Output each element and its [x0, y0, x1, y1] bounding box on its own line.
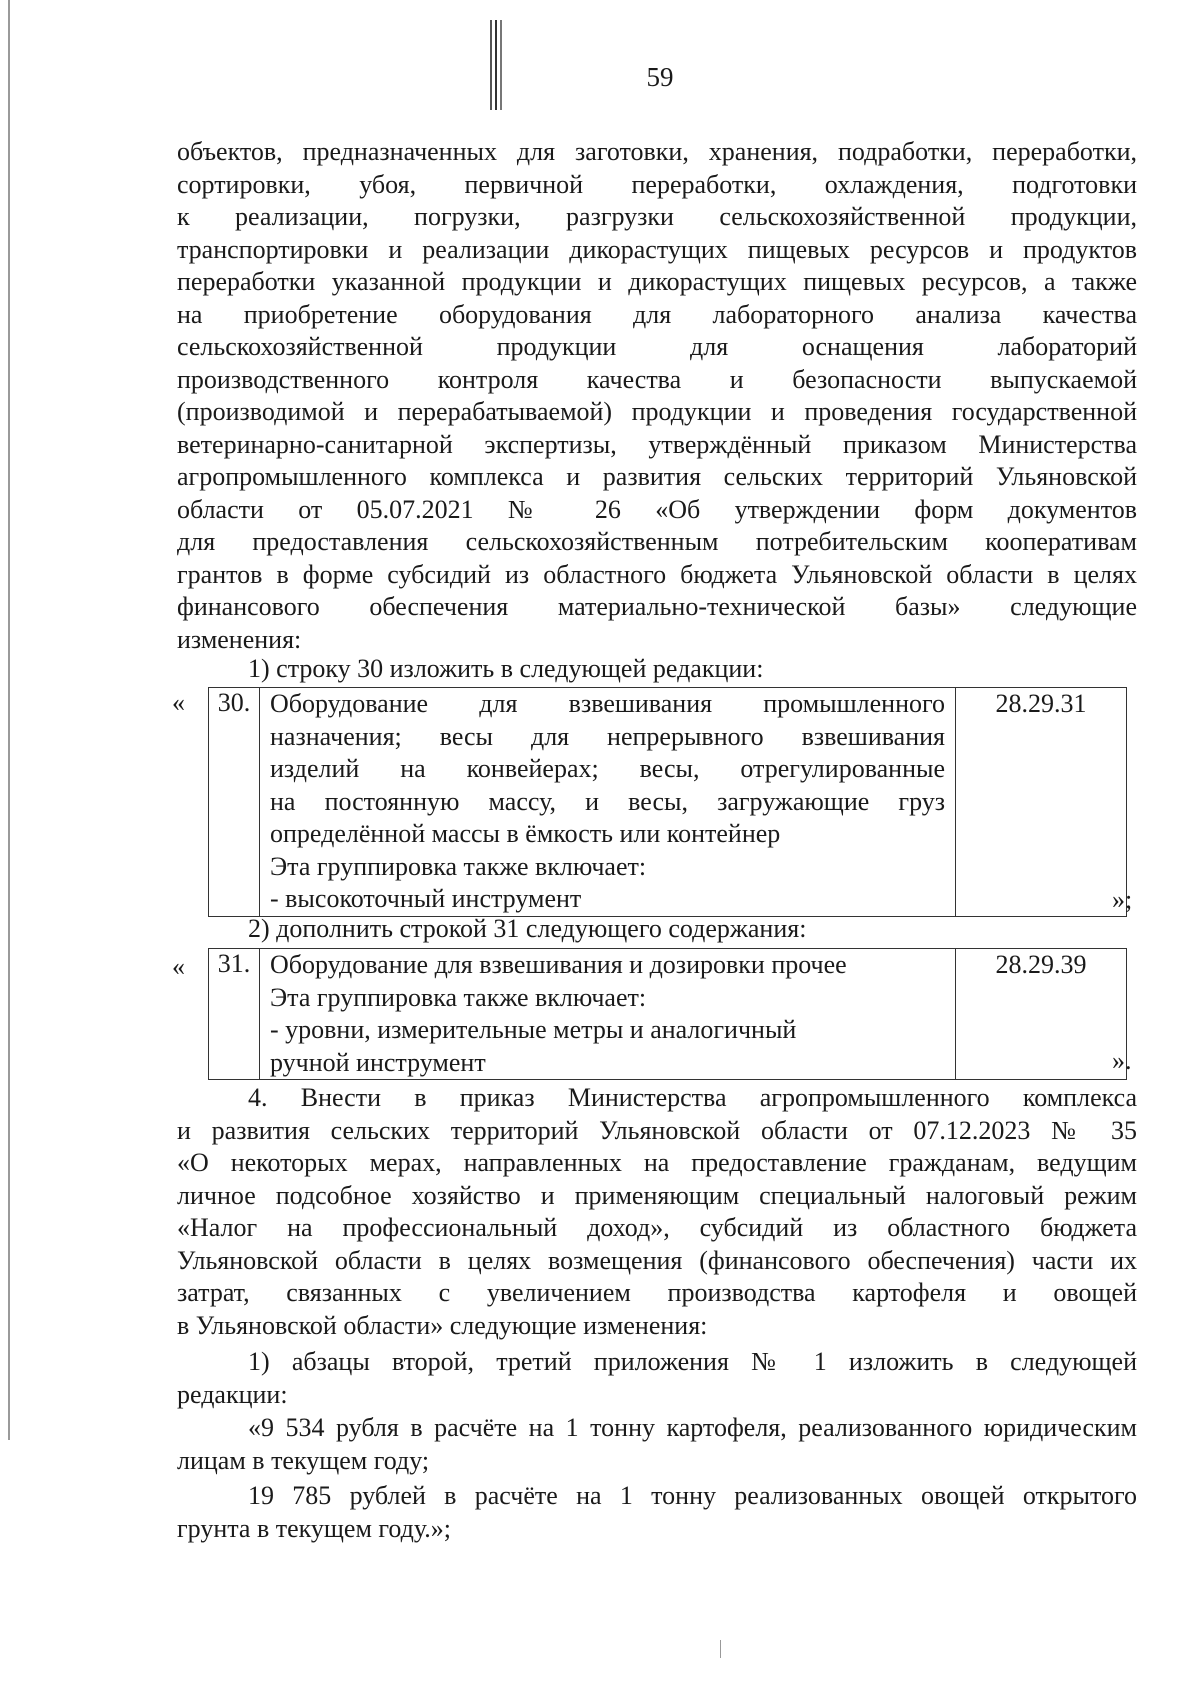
quote-1-line: «9 534 рубля в расчёте на 1 тонну картофеля, реализованного юридическим [248, 1413, 1137, 1442]
section-4-line: и развития сельских территорий Ульяновской области от 07.12.2023 № 35 [177, 1115, 1137, 1145]
row-30-table [208, 687, 1127, 917]
row-31-line: - уровни, измерительные метры и аналогичный [270, 1015, 797, 1044]
intro-line: объектов, предназначенных для заготовки, хранения, подработки, переработки, [177, 137, 1137, 166]
section-4-line: «Налог на профессиональный доход», субсидий из областного бюджета [177, 1213, 1137, 1242]
table-row [209, 688, 1127, 917]
intro-line: (производимой и перерабатываемой) продукции и проведения государственной [177, 397, 1137, 426]
row-30-line: - высокоточный инструмент [270, 884, 582, 913]
intro-line: сельскохозяйственной продукции для оснащения лабораторий [177, 332, 1137, 361]
section-4-item-1-line: 1) абзацы второй, третий приложения № 1 изложить в следующей [248, 1347, 1137, 1376]
row-30-description [260, 688, 956, 917]
intro-line: агропромышленного комплекса и развития сельских территорий Ульяновской [177, 462, 1137, 491]
quote-close-31: ». [1112, 1046, 1132, 1075]
quote-close-30: »; [1112, 885, 1133, 914]
row-31-line: Эта группировка также включает: [270, 982, 647, 1012]
intro-line: области от 05.07.2021 № 26 «Об утверждении форм документов [177, 494, 1137, 524]
row-31-number: 31. [209, 949, 260, 1080]
section-4-item-1-line: редакции: [177, 1379, 288, 1409]
section-4-paragraph [177, 1082, 1137, 1342]
row-31-code: 28.29.39 [956, 949, 1127, 1080]
quote-paragraph-2 [177, 1480, 1137, 1545]
intro-line: сортировки, убоя, первичной переработки, охлаждения, подготовки [177, 169, 1137, 199]
section-4-line: затрат, связанных с увеличением производства картофеля и овощей [177, 1278, 1137, 1307]
section-4-line: «О некоторых мерах, направленных на предоставление гражданам, ведущим [177, 1148, 1137, 1177]
quote-2-line: 19 785 рублей в расчёте на 1 тонну реализованных овощей открытого [248, 1481, 1137, 1510]
row-30-line: определённой массы в ёмкость или контейнер [270, 819, 781, 848]
quote-2-line: грунта в текущем году.»; [177, 1513, 452, 1543]
intro-line: для предоставления сельскохозяйственным потребительским кооперативам [177, 527, 1137, 556]
scan-mark [720, 1640, 721, 1658]
intro-line: грантов в форме субсидий из областного бюджета Ульяновской области в целях [177, 559, 1137, 589]
quote-paragraph-1 [177, 1412, 1137, 1477]
quote-1-line: лицам в текущем году; [177, 1445, 430, 1475]
quote-open-30: « [172, 688, 185, 717]
row-30-line: Эта группировка также включает: [270, 851, 647, 881]
scan-edge-line [8, 0, 10, 1440]
intro-line: производственного контроля качества и безопасности выпускаемой [177, 364, 1137, 394]
row-31-description [260, 949, 956, 1080]
section-4-line: личное подсобное хозяйство и применяющим специальный налоговый режим [177, 1180, 1137, 1210]
section-4-line: 4. Внести в приказ Министерства агропромышленного комплекса [248, 1083, 1137, 1112]
section-4-line: Ульяновской области в целях возмещения (финансового обеспечения) части их [177, 1245, 1137, 1275]
intro-line: ветеринарно-санитарной экспертизы, утверждённый приказом Министерства [177, 429, 1137, 459]
row-30-number: 30. [209, 688, 260, 917]
row-30-line: Оборудование для взвешивания промышленного [270, 689, 945, 718]
item-2-text: 2) дополнить строкой 31 следующего содержания: [248, 914, 807, 943]
row-31-line: Оборудование для взвешивания и дозировки прочее [270, 950, 847, 979]
row-31-table [208, 948, 1127, 1080]
section-4-item-1 [177, 1346, 1137, 1411]
intro-line: переработки указанной продукции и дикорастущих пищевых ресурсов, а также [177, 267, 1137, 296]
section-4-line: в Ульяновской области» следующие изменения: [177, 1310, 708, 1340]
intro-line: финансового обеспечения материально-технической базы» следующие [177, 592, 1137, 621]
intro-paragraph [177, 136, 1137, 656]
quote-open-31: « [172, 952, 185, 981]
intro-line: к реализации, погрузки, разгрузки сельскохозяйственной продукции, [177, 202, 1137, 231]
page-number: 59 [646, 62, 674, 92]
row-30-line: на постоянную массу, и весы, загружающие груз [270, 786, 945, 816]
row-30-line: назначения; весы для непрерывного взвешивания [270, 721, 945, 751]
row-31-line: ручной инструмент [270, 1047, 486, 1077]
table-row [209, 949, 1127, 1080]
intro-line: на приобретение оборудования для лабораторного анализа качества [177, 299, 1137, 329]
row-30-code: 28.29.31 [956, 688, 1127, 917]
row-30-line: изделий на конвейерах; весы, отрегулированные [270, 754, 945, 783]
intro-line: транспортировки и реализации дикорастущих пищевых ресурсов и продуктов [177, 234, 1137, 264]
item-1-text: 1) строку 30 изложить в следующей редакции: [248, 654, 764, 683]
intro-line: изменения: [177, 624, 302, 654]
